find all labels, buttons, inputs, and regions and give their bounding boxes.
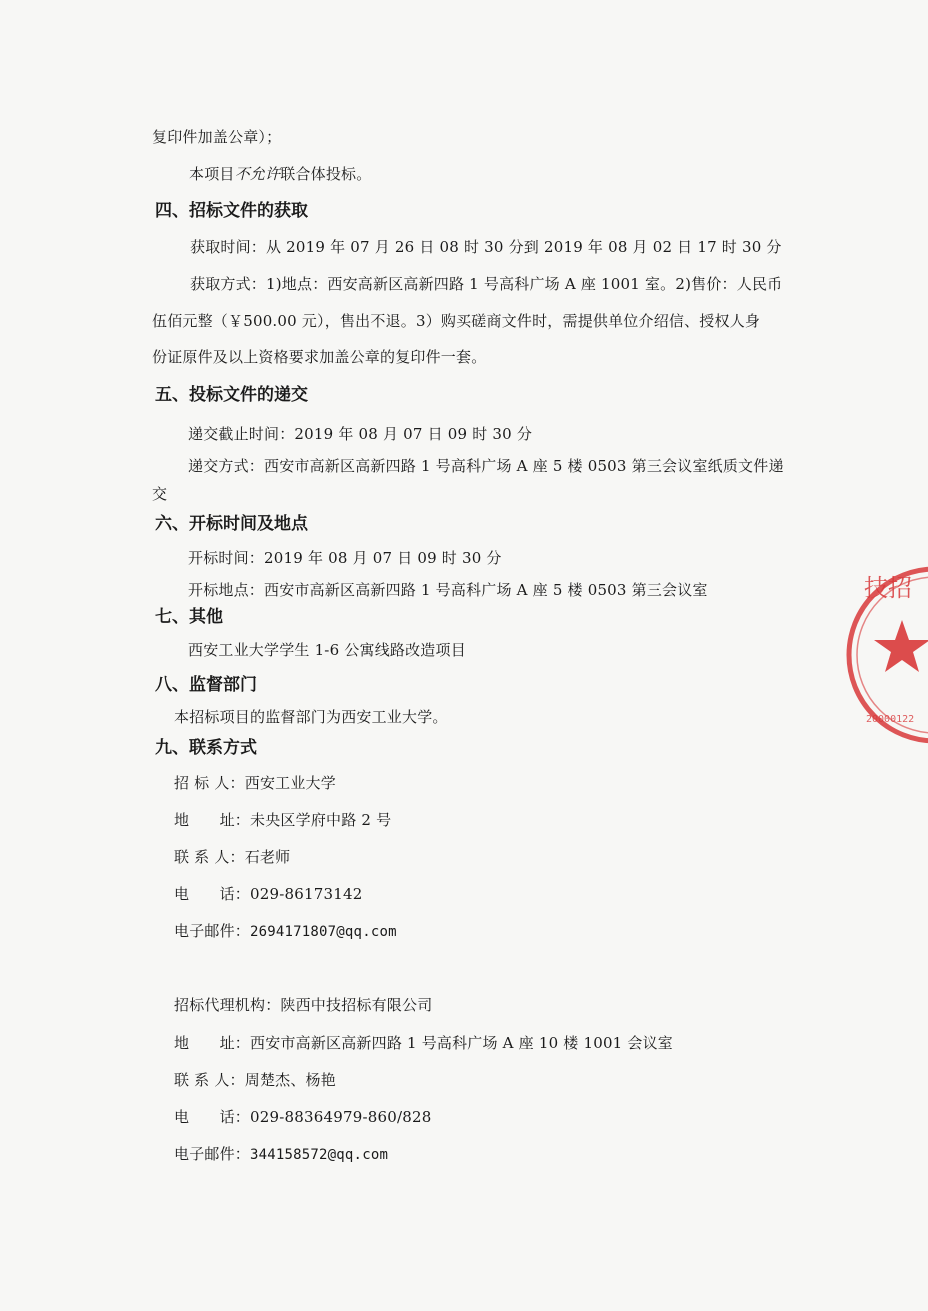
agency-contact-row	[174, 1070, 336, 1090]
text-line: 递交截止时间：2019 年 08 月 07 日 09 时 30 分	[188, 425, 533, 443]
emphasis-text: 不允许	[234, 165, 281, 183]
field-label: 电子邮件：	[174, 922, 251, 940]
text-line-joint-bid	[189, 164, 371, 184]
section-heading-9: 九、联系方式	[155, 738, 257, 758]
field-label: 联 系 人：	[174, 1071, 245, 1089]
field-value: 2694171807@qq.com	[250, 924, 397, 940]
agency-email-row	[174, 1144, 388, 1165]
buyer-phone-row	[174, 884, 362, 904]
buyer-name-row	[174, 773, 336, 793]
field-label: 电 话：	[174, 1108, 251, 1126]
section-heading-8: 八、监督部门	[155, 675, 257, 695]
text-line: 西安工业大学学生 1-6 公寓线路改造项目	[188, 641, 466, 659]
company-seal-icon	[840, 560, 928, 750]
section-heading-6: 六、开标时间及地点	[155, 514, 308, 534]
field-label: 招 标 人：	[174, 774, 245, 792]
text-line: 交	[152, 485, 168, 503]
seal-text: 技招	[864, 574, 912, 602]
text-line: 获取方式：1)地点：西安高新区高新四路 1 号高科广场 A 座 1001 室。2)售价：人民币	[190, 275, 783, 293]
text-line: 复印件加盖公章）；	[152, 128, 282, 146]
text-line: 本招标项目的监督部门为西安工业大学。	[174, 708, 448, 726]
section-heading-5: 五、投标文件的递交	[155, 385, 308, 405]
star-icon	[874, 620, 928, 672]
text-line: 开标地点：西安市高新区高新四路 1 号高科广场 A 座 5 楼 0503 第三会议室	[188, 581, 708, 599]
field-label: 地 址：	[174, 811, 251, 829]
text-fragment: 联合体投标。	[280, 165, 372, 183]
field-value: 西安市高新区高新四路 1 号高科广场 A 座 10 楼 1001 会议室	[250, 1034, 673, 1052]
field-label: 电 话：	[174, 885, 251, 903]
seal-number: 20000122	[866, 714, 915, 725]
field-value: 陕西中技招标有限公司	[280, 996, 433, 1014]
field-value: 周楚杰、杨艳	[244, 1071, 336, 1089]
text-line: 伍佰元整（￥500.00 元），售出不退。3）购买磋商文件时，需提供单位介绍信、授权人身	[152, 312, 761, 330]
text-fragment: 本项目	[189, 165, 235, 183]
field-value: 未央区学府中路 2 号	[250, 811, 392, 829]
field-value: 西安工业大学	[244, 774, 336, 792]
agency-name-row	[174, 995, 432, 1015]
agency-phone-row	[174, 1107, 431, 1127]
section-heading-7: 七、其他	[155, 607, 223, 627]
text-line: 份证原件及以上资格要求加盖公章的复印件一套。	[152, 348, 487, 366]
section-heading-4: 四、招标文件的获取	[155, 201, 308, 221]
field-label: 地 址：	[174, 1034, 251, 1052]
field-label: 电子邮件：	[174, 1145, 251, 1163]
agency-address-row	[174, 1033, 673, 1053]
field-label: 招标代理机构：	[174, 996, 281, 1014]
field-label: 联 系 人：	[174, 848, 245, 866]
field-value: 石老师	[244, 848, 291, 866]
text-line: 递交方式：西安市高新区高新四路 1 号高科广场 A 座 5 楼 0503 第三会议室纸质文件递	[188, 457, 784, 475]
field-value: 029-88364979-860/828	[250, 1108, 432, 1126]
buyer-contact-row	[174, 847, 290, 867]
field-value: 344158572@qq.com	[250, 1147, 389, 1163]
field-value: 029-86173142	[250, 885, 363, 903]
buyer-address-row	[174, 810, 391, 830]
text-line: 获取时间：从 2019 年 07 月 26 日 08 时 30 分到 2019 年 08 月 02 日 17 时 30 分	[190, 238, 782, 256]
buyer-email-row	[174, 921, 397, 942]
text-line: 开标时间：2019 年 08 月 07 日 09 时 30 分	[188, 549, 502, 567]
